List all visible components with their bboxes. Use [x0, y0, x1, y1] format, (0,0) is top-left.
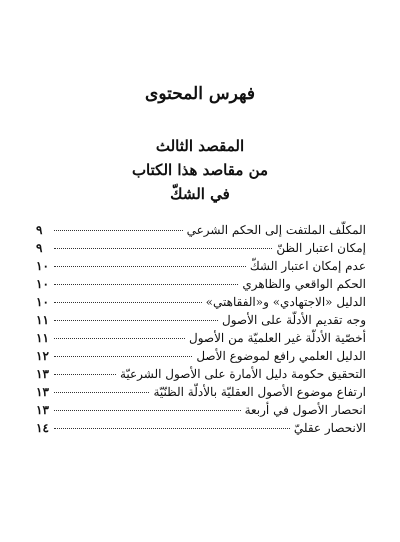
toc-entry[interactable] — [36, 329, 366, 347]
toc-entry-title: الحكم الواقعي والظاهري — [242, 277, 366, 291]
dot-leader — [54, 248, 272, 249]
dot-leader — [54, 356, 192, 357]
toc-entry-title: وجه تقديم الأدلّة على الأصول — [222, 313, 366, 327]
toc-entry[interactable] — [36, 275, 366, 293]
toc-entry-title: ارتفاع موضوع الأصول العقليّة بالأدلّة الظنّيّة — [153, 385, 366, 399]
dot-leader — [54, 320, 218, 321]
toc-page-number: ١٠ — [36, 277, 49, 291]
toc-entry-title: إمكان اعتبار الظنّ — [276, 241, 366, 255]
dot-leader — [54, 302, 202, 303]
toc-page-number: ١٠ — [36, 259, 49, 273]
toc-entry[interactable] — [36, 419, 366, 437]
toc-page-number: ١٤ — [36, 421, 49, 435]
toc-entry[interactable] — [36, 293, 366, 311]
toc-entry-title: التحقيق حكومة دليل الأمارة على الأصول الشرعيّة — [119, 367, 366, 381]
toc-page-number: ١٠ — [36, 295, 49, 309]
dot-leader — [54, 392, 149, 393]
toc-entry-title: الانحصار عقليّ — [293, 421, 366, 435]
toc-entry[interactable] — [36, 221, 366, 239]
toc-entry[interactable] — [36, 311, 366, 329]
toc-page-number: ١١ — [36, 313, 49, 327]
toc-entry-title: عدم إمكان اعتبار الشكّ — [249, 259, 366, 273]
toc-entry[interactable] — [36, 347, 366, 365]
toc-entry-title: أخصّية الأدلّة غير العلميّة من الأصول — [188, 331, 366, 345]
dot-leader — [54, 230, 183, 231]
toc-page-number: ١٣ — [36, 403, 49, 417]
table-of-contents — [36, 221, 366, 437]
toc-entry-title: انحصار الأصول في أربعة — [244, 403, 366, 417]
dot-leader — [54, 266, 246, 267]
dot-leader — [54, 338, 185, 339]
toc-entry[interactable] — [36, 383, 366, 401]
dot-leader — [54, 410, 241, 411]
toc-entry-title: الدليل «الاجتهادي» و«الفقاهتي» — [205, 295, 366, 309]
toc-page-number: ٩ — [36, 241, 43, 255]
dot-leader — [54, 428, 290, 429]
section-heading-line-3: في الشكّ — [170, 185, 230, 203]
dot-leader — [54, 374, 116, 375]
toc-page-number: ١١ — [36, 331, 49, 345]
toc-page-number: ١٣ — [36, 367, 49, 381]
toc-page-number: ١٣ — [36, 385, 49, 399]
toc-entry[interactable] — [36, 401, 366, 419]
toc-page-number: ١٢ — [36, 349, 49, 363]
toc-page-number: ٩ — [36, 223, 43, 237]
toc-entry[interactable] — [36, 365, 366, 383]
page-title: فهرس المحتوى — [145, 84, 255, 104]
toc-entry-title: الدليل العلمي رافع لموضوع الأصل — [196, 349, 366, 363]
toc-entry[interactable] — [36, 257, 366, 275]
section-heading-line-2: من مقاصد هذا الكتاب — [131, 161, 269, 179]
toc-entry-title: المكلّف الملتفت إلى الحكم الشرعي — [186, 223, 366, 237]
toc-entry[interactable] — [36, 239, 366, 257]
section-heading-line-1: المقصد الثالث — [155, 137, 245, 155]
dot-leader — [54, 284, 238, 285]
